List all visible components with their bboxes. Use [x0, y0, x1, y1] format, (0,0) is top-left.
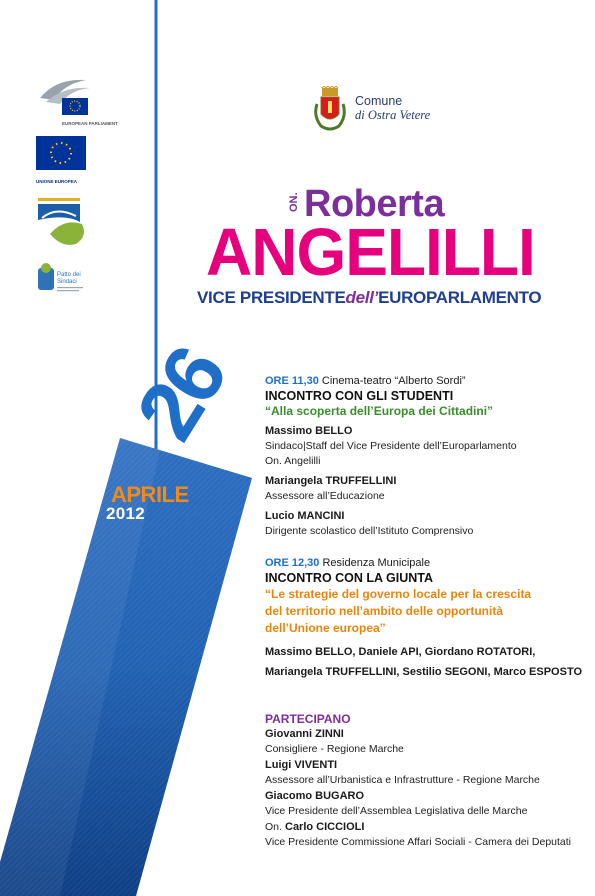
event-2-time-line: [265, 556, 585, 571]
event-1-venue: Cinema-teatro “Alberto Sordi”: [321, 375, 466, 387]
speaker-role: Dirigente scolastico dell’Istituto Comprensivo: [265, 525, 474, 537]
event-2-names: Massimo BELLO, Daniele API, Giordano ROTATORI,: [265, 646, 536, 658]
role-pre: VICE PRESIDENTE: [197, 288, 346, 307]
coat-of-arms-icon: [311, 86, 349, 132]
event-1-quote: “Alla scoperta dell’Europa dei Cittadini”: [265, 404, 494, 418]
date-year: 2012: [106, 504, 146, 523]
comune-place: di Ostra Vetere: [355, 108, 431, 122]
participants-title: PARTECIPANO: [265, 712, 351, 726]
role-mid: dell’: [345, 288, 379, 307]
role-title: [197, 288, 541, 308]
ep-caption: EUROPEAN PARLIAMENT: [62, 121, 118, 126]
speaker-name: Lucio MANCINI: [265, 510, 345, 522]
event-2-heading: INCONTRO CON LA GIUNTA: [265, 571, 434, 585]
ue-caption: UNIONE EUROPEA: [36, 179, 78, 184]
participant-name: Luigi VIVENTI: [265, 759, 338, 771]
event-1-time-line: [265, 374, 585, 389]
parliament-icon: [36, 76, 126, 116]
role-post: EUROPARLAMENTO: [378, 288, 542, 307]
swoosh-emblem-icon: [36, 196, 92, 252]
participant-prefix: On.: [265, 821, 282, 833]
date-month: APRILE: [111, 482, 189, 507]
participant-name: Giacomo BUGARO: [265, 790, 365, 802]
honorific-label: ON.: [288, 192, 300, 212]
event-2-time: ORE 12,30: [265, 557, 320, 569]
patto-line2: Sindaci: [57, 279, 77, 285]
event-1: [265, 374, 585, 539]
participant-role: Vice Presidente Commissione Affari Sociali - Camera dei Deputati: [265, 836, 572, 848]
participant-name-line: [265, 820, 585, 835]
speaker-role: On. Angelilli: [265, 455, 321, 467]
speaker-role: Sindaco|Staff del Vice Presidente dell’Europarlamento: [265, 440, 517, 452]
patto-emblem-icon: [36, 262, 96, 302]
event-1-time: ORE 11,30: [265, 375, 319, 387]
speaker-name: Mariangela TRUFFELLINI: [265, 475, 397, 487]
comune-name: Comune: [355, 94, 403, 108]
comune-header: [311, 86, 430, 132]
event-1-heading: INCONTRO CON GLI STUDENTI: [265, 389, 454, 403]
last-name: ANGELILLI: [206, 214, 535, 290]
unione-europea-logo: [36, 136, 92, 186]
participant-role: Vice Presidente dell’Assemblea Legislativa delle Marche: [265, 805, 528, 817]
patto-line1: Patto dei: [57, 272, 81, 278]
event-2-venue: Residenza Municipale: [322, 557, 431, 569]
eu-flag-icon: [36, 136, 86, 174]
patto-dei-sindaci-logo: [36, 262, 96, 302]
speaker-role: Assessore all’Educazione: [265, 490, 385, 502]
participant-name: Giovanni ZINNI: [265, 728, 344, 740]
event-2-quote-line: del territorio nell’ambito delle opportunità: [265, 604, 504, 618]
participant-name: Carlo CICCIOLI: [285, 821, 365, 833]
participant-role: Consigliere - Regione Marche: [265, 743, 404, 755]
event-2-names: Mariangela TRUFFELLINI, Sestilio SEGONI, Marco ESPOSTO: [265, 666, 583, 678]
participants: [265, 712, 585, 850]
event-2: [265, 556, 585, 682]
european-parliament-logo: [36, 76, 126, 124]
first-name: Roberta: [304, 183, 445, 225]
participant-role: Assessore all’Urbanistica e Infrastrutture - Regione Marche: [265, 774, 540, 786]
event-2-quote-line: “Le strategie del governo locale per la crescita: [265, 587, 532, 601]
speaker-name: Massimo BELLO: [265, 425, 353, 437]
date-day: 26: [118, 332, 244, 456]
event-2-quote-line: dell’Unione europea”: [265, 621, 386, 635]
regional-logo: [36, 196, 92, 252]
